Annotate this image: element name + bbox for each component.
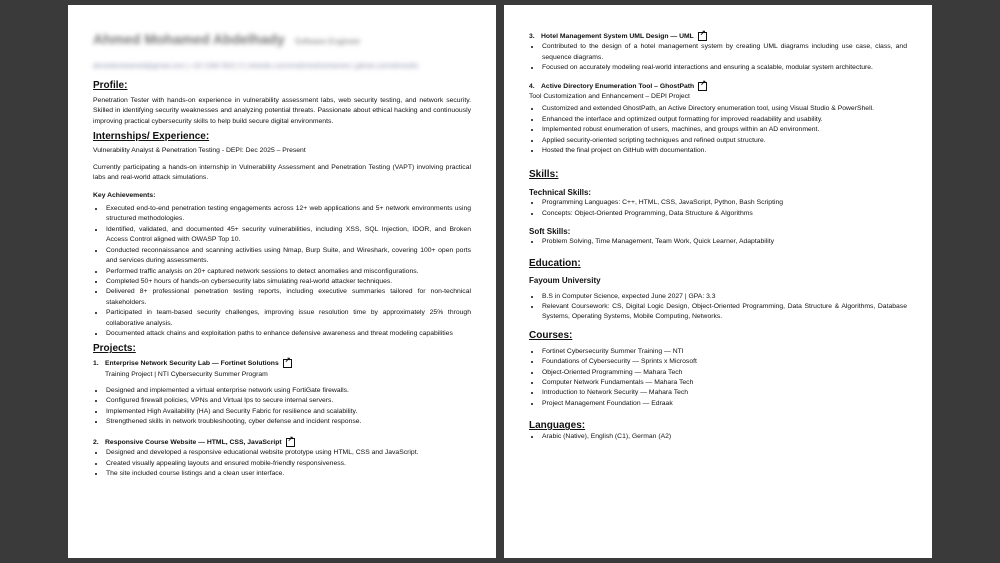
profile-section bbox=[93, 79, 471, 127]
list-item: • Designed and implemented a virtual enterprise network using FortiGate firewalls. bbox=[105, 386, 471, 396]
list-item: • Conducted reconnaissance and scanning activities using Nmap, Burp Suite, and Wireshark, covering 100+ open ports and services during assessments. bbox=[105, 246, 471, 267]
project-2-bullets bbox=[93, 448, 471, 479]
technical-skills-list bbox=[529, 198, 907, 219]
list-item: • Foundations of Cybersecurity — Sprints x Microsoft bbox=[541, 357, 907, 367]
list-item: • Introduction to Network Security — Mahara Tech bbox=[541, 388, 907, 398]
technical-skills-heading: Technical Skills: bbox=[529, 188, 592, 198]
project-number: 3. bbox=[529, 33, 535, 40]
internship-summary: Currently participating a hands-on internship in Vulnerability Assessment and Penetration Testing (VAPT) involving practical labs and real-world attack simulations. bbox=[93, 164, 471, 182]
external-link-icon[interactable] bbox=[698, 82, 707, 91]
list-item: • Concepts: Object-Oriented Programming, Data Structure & Algorithms bbox=[541, 209, 907, 219]
languages-section bbox=[529, 419, 907, 442]
languages-list bbox=[529, 432, 907, 442]
external-link-icon[interactable] bbox=[286, 438, 295, 447]
list-item: • Performed traffic analysis on 20+ captured network sessions to detect anomalies and misconfigurations. bbox=[105, 267, 471, 277]
contact-line: ahmedmohamed@gmail.com | +20 1094 5521 0 | linkedin.com/in/ahmedmohamed | github.com/ahmedm bbox=[93, 63, 419, 70]
list-item: • Strengthened skills in network troubleshooting, cyber defense and incident response. bbox=[105, 417, 471, 427]
list-item: • Arabic (Native), English (C1), German (A2) bbox=[541, 432, 907, 442]
internships-heading: Internships/ Experience: bbox=[93, 130, 210, 142]
list-item: • B.S in Computer Science, expected June 2027 | GPA: 3.3 bbox=[541, 292, 907, 302]
school-name: Fayoum University bbox=[529, 275, 601, 285]
project-number: 2. bbox=[93, 438, 99, 446]
education-list bbox=[529, 292, 907, 323]
list-item: • Implemented High Availability (HA) and Security Fabric for resilience and scalability. bbox=[105, 407, 471, 417]
list-item: • Customized and extended GhostPath, an Active Directory enumeration tool, using Visual Studio & PowerShell. bbox=[541, 104, 907, 114]
profile-text: Penetration Tester with hands-on experience in vulnerability assessment labs, web security testing, and network security. Skilled in identifying security weaknesses and analyzing potential threats. Passionate about ethical hacking and continuously improving practical cybersecurity skills to help build secure digital environments. bbox=[93, 97, 471, 125]
list-item: • Object-Oriented Programming — Mahara Tech bbox=[541, 368, 907, 378]
candidate-name: Ahmed Mohamed Abdelhady bbox=[93, 31, 285, 47]
project-title: Responsive Course Website — HTML, CSS, JavaScript bbox=[105, 438, 282, 446]
internships-section bbox=[93, 130, 471, 339]
project-4-bullets bbox=[529, 104, 907, 156]
list-item: • Documented attack chains and exploitation paths to enhance defensive awareness and threat modeling capabilities bbox=[105, 329, 471, 339]
list-item: • Problem Solving, Time Management, Team Work, Quick Learner, Adaptability bbox=[541, 237, 907, 247]
project-4-subtitle: Tool Customization and Enhancement – DEPI Project bbox=[529, 93, 690, 101]
list-item: • Implemented robust enumeration of users, machines, and groups within an AD environment. bbox=[541, 125, 907, 135]
courses-heading: Courses: bbox=[529, 329, 573, 341]
list-item: • Delivered 8+ professional penetration testing reports, including executive summaries tailored for non-technical stakeholders. bbox=[105, 287, 471, 308]
profile-heading: Profile: bbox=[93, 80, 128, 91]
resume-page-2 bbox=[504, 5, 932, 558]
list-item: • Participated in team-based security challenges, improving issue resolution time by approximately 25% through collaborative analysis. bbox=[105, 308, 471, 329]
project-3-title bbox=[529, 32, 907, 42]
skills-section bbox=[529, 168, 907, 247]
project-title: Hotel Management System UML Design — UML bbox=[541, 33, 694, 40]
list-item: • Computer Network Fundamentals — Mahara Tech bbox=[541, 378, 907, 388]
project-2-title bbox=[93, 438, 471, 448]
project-number: 1. bbox=[93, 360, 99, 368]
education-section bbox=[529, 257, 907, 323]
list-item: • Completed 50+ hours of hands-on cybersecurity labs simulating real-world attacker techniques. bbox=[105, 277, 471, 287]
list-item: • Configured firewall policies, VPNs and Virtual Ips to secure internal servers. bbox=[105, 396, 471, 406]
skills-heading: Skills: bbox=[529, 169, 559, 181]
project-title: Enterprise Network Security Lab — Fortinet Solutions bbox=[105, 360, 279, 368]
name-header bbox=[93, 31, 471, 51]
list-item: • Relevant Coursework: CS, Digital Logic Design, Object-Oriented Programming, Data Structure & Algorithms, Database Systems, Operating Systems, Mobile Computing, Networks. bbox=[541, 302, 907, 323]
soft-skills-list bbox=[529, 237, 907, 247]
list-item: • Identified, validated, and documented 45+ security vulnerabilities, including XSS, SQL Injection, IDOR, and Broken Access Control aligned with OWASP Top 10. bbox=[105, 225, 471, 246]
project-1-title bbox=[93, 359, 471, 369]
courses-list bbox=[529, 347, 907, 409]
external-link-icon[interactable] bbox=[283, 359, 292, 368]
list-item: • Fortinet Cybersecurity Summer Training — NTI bbox=[541, 347, 907, 357]
list-item: • Project Management Foundation — Edraak bbox=[541, 399, 907, 409]
resume-page-1 bbox=[68, 5, 496, 558]
courses-section bbox=[529, 329, 907, 409]
project-1-subtitle: Training Project | NTI Cybersecurity Summer Program bbox=[105, 370, 268, 378]
projects-section bbox=[93, 342, 471, 479]
list-item: • Programming Languages: C++, HTML, CSS, JavaScript, Python, Bash Scripting bbox=[541, 198, 907, 208]
candidate-role: Software Engineer bbox=[294, 37, 361, 46]
project-3-bullets bbox=[529, 42, 907, 73]
internship-role: Vulnerability Analyst & Penetration Testing - DEPI: Dec 2025 – Present bbox=[93, 146, 306, 154]
list-item: • The site included course listings and a clean user interface. bbox=[105, 469, 471, 479]
list-item: • Designed and developed a responsive educational website prototype using HTML, CSS and JavaScript. bbox=[105, 448, 471, 458]
education-heading: Education: bbox=[529, 257, 581, 269]
project-4-title bbox=[529, 82, 907, 92]
languages-heading: Languages: bbox=[529, 420, 586, 432]
list-item: • Applied security-oriented scripting techniques and refined output structure. bbox=[541, 136, 907, 146]
achievements-list bbox=[93, 204, 471, 339]
project-number: 4. bbox=[529, 82, 535, 90]
external-link-icon[interactable] bbox=[698, 32, 707, 41]
soft-skills-heading: Soft Skills: bbox=[529, 227, 571, 237]
list-item: • Enhanced the interface and optimized output formatting for improved readability and usability. bbox=[541, 115, 907, 125]
projects-continued bbox=[529, 32, 907, 156]
list-item: • Focused on accurately modeling real-world interactions and ensuring a scalable, modular system architecture. bbox=[541, 63, 907, 73]
list-item: • Hosted the final project on GitHub with documentation. bbox=[541, 146, 907, 156]
list-item: • Contributed to the design of a hotel management system by creating UML diagrams including use case, class, and sequence diagrams. bbox=[541, 42, 907, 63]
project-1-bullets bbox=[93, 386, 471, 428]
achievements-heading: Key Achievements: bbox=[93, 191, 156, 199]
list-item: • Executed end-to-end penetration testing engagements across 12+ web applications and 5+ network environments using structured methodologies. bbox=[105, 204, 471, 225]
project-title: Active Directory Enumeration Tool – GhostPath bbox=[541, 82, 695, 90]
list-item: • Created visually appealing layouts and ensured mobile-friendly responsiveness. bbox=[105, 459, 471, 469]
projects-heading: Projects: bbox=[93, 343, 136, 355]
